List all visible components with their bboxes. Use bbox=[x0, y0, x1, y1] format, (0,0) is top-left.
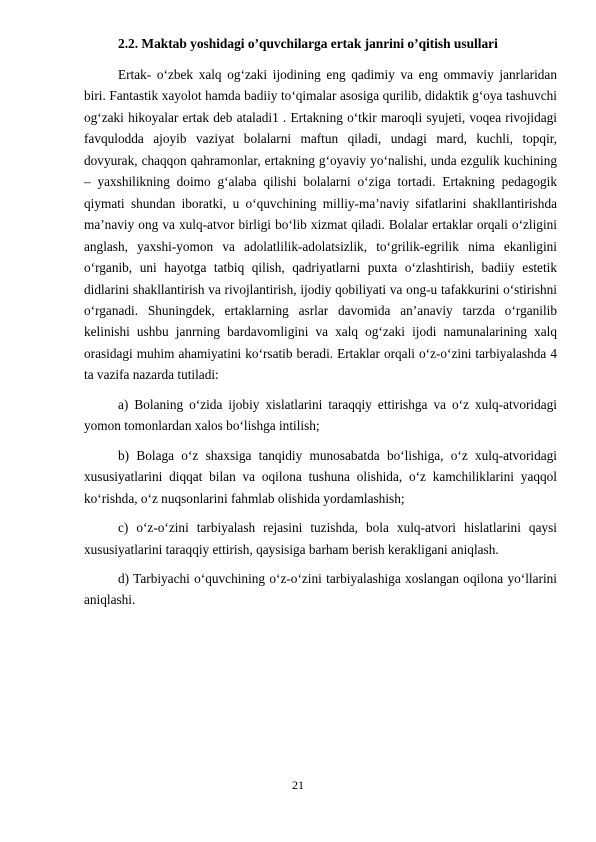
list-item-a: a) Bolaning o‘zida ijobiy xislatlarini taraqqiy ettirishga va o‘z xulq-atvoridagi yomon tomonlardan xalos bo‘lishga intilish; bbox=[84, 396, 557, 434]
section-heading: 2.2. Maktab yoshidagi o’quvchilarga ertak janrini o’qitish usullari bbox=[118, 36, 498, 51]
list-item-d: d) Tarbiyachi o‘quvchining o‘z-o‘zini tarbiyalashiga xoslangan oqilona yo‘llarini aniqlashi. bbox=[84, 570, 557, 608]
list-item-b: b) Bolaga o‘z shaxsiga tanqidiy munosabatda bo‘lishiga, o‘z xulq-atvoridagi xususiyatlarini diqqat bilan va oqilona tushuna olishida, o‘z kamchiliklarini yaqqol ko‘rishda, o‘z nuqsonlarini fahmlab olishida yordamlashish; bbox=[84, 447, 557, 506]
document-page bbox=[84, 34, 557, 611]
page-number: 21 bbox=[292, 778, 304, 792]
body-paragraph: Ertak- o‘zbek xalq og‘zaki ijodining eng qadimiy va eng ommaviy janrlaridan biri. Fantastik xayolot hamda badiiy to‘qimalar asosiga qurilib, didaktik g‘oya tashuvchi og‘zaki hikoyalar ertak deb ataladi1 . Ertakning o‘tkir maroqli syujeti, voqea rivojidagi favqulodda ajoyib vaziyat bolalarni maftun qiladi, undagi mard, kuchli, topqir, dovyurak, chaqqon qahramonlar, ertakning g‘oyaviy yo‘nalishi, unda ezgulik kuchining – yaxshilikning doimo g‘alaba qilishi bolalarni o‘ziga tortadi. Ertakning pedagogik qiymati shundan iboratki, u o‘quvchining milliy-ma’naviy sifatlarini shakllantirishda ma’naviy ong va xulq-atvor birligi bo‘lib xizmat qiladi. Bolalar ertaklar orqali o‘zligini anglash, yaxshi-yomon va adolatlilik-adolatsizlik, to‘grilik-egrilik nima ekanligini o‘rganib, uni hayotga tatbiq qilish, qadriyatlarni puxta o‘zlashtirish, badiiy estetik didlarini shakllantirish va rivojlantirish, ijodiy qobiliyati va ong-u tafakkurini o‘stirishni o‘rganadi. Shuningdek, ertaklarning asrlar davomida an’anaviy tarzda o‘rganilib kelinishi ushbu janrning bardavomligini va xalq og‘zaki ijodi namunalarining xalq orasidagi muhim ahamiyatini ko‘rsatib beradi. Ertaklar orqali o‘z-o‘zini tarbiyalashda 4 ta vazifa nazarda tutiladi: bbox=[84, 67, 557, 383]
list-item-c: c) o‘z-o‘zini tarbiyalash rejasini tuzishda, bola xulq-atvori hislatlarini qaysi xususiyatlarini taraqqiy ettirish, qaysisiga barham berish kerakligani aniqlash. bbox=[84, 520, 557, 557]
